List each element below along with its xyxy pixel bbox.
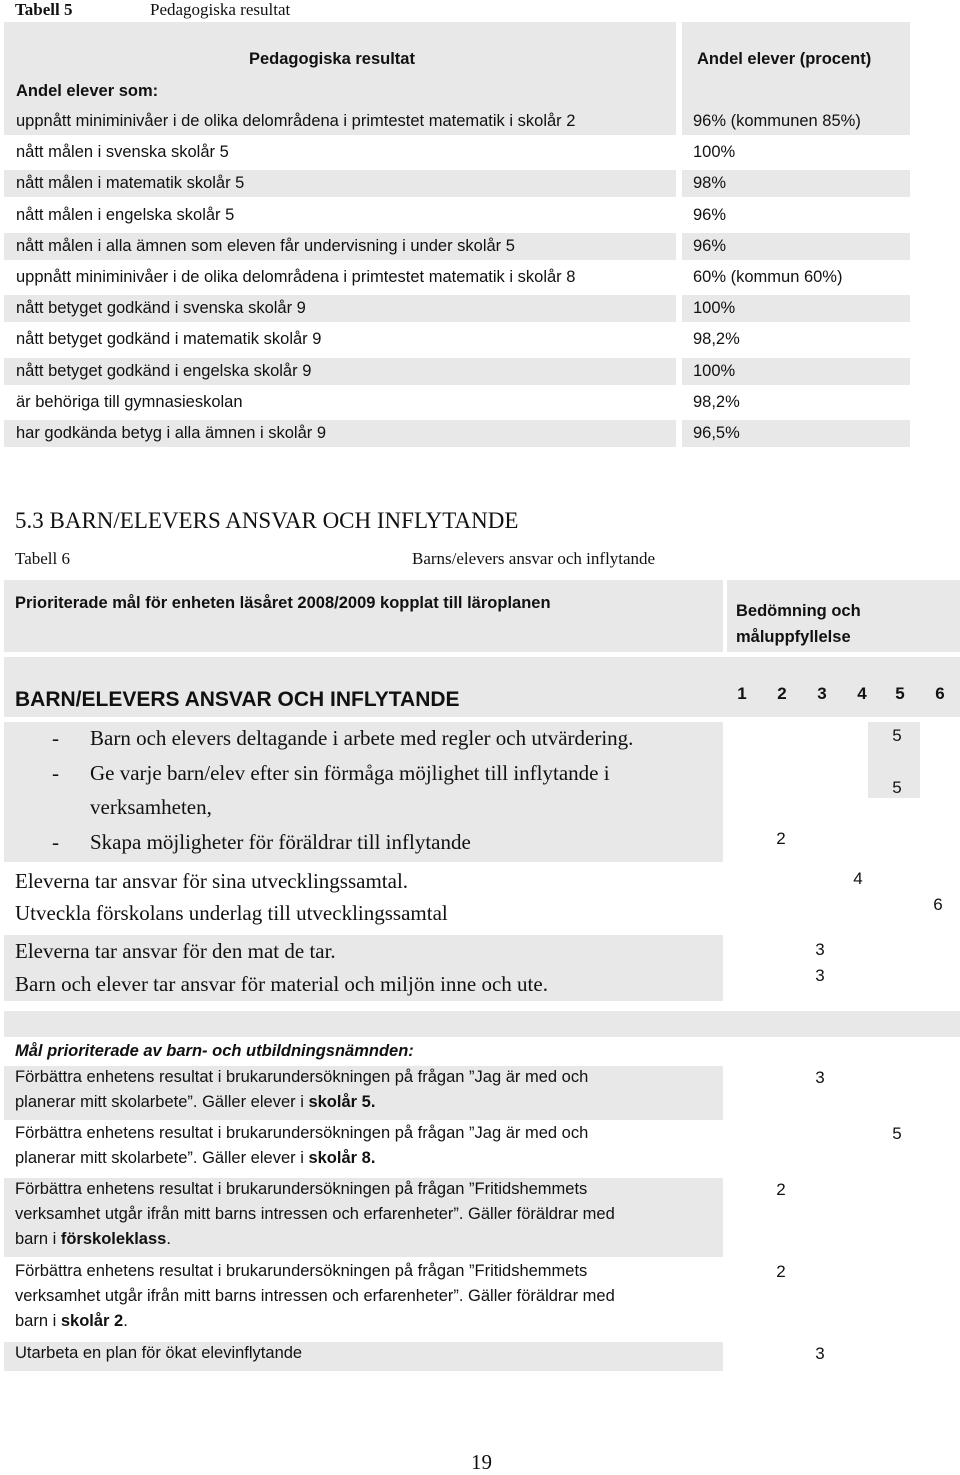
board-item-tail: . [166, 1230, 171, 1248]
table6-subheading: BARN/ELEVERS ANSVAR OCH INFLYTANDE [15, 688, 460, 711]
group3-score2: 3 [815, 966, 825, 985]
table5-row-value: 100% [693, 299, 736, 317]
table5-row-value: 96% [693, 237, 727, 255]
board-item-line [15, 1230, 171, 1249]
board-item-line [15, 1124, 588, 1143]
board-item-bold: skolår 2 [60, 1312, 124, 1330]
table5-title: Pedagogiska resultat [150, 0, 291, 19]
table5-row-value: 100% [693, 143, 736, 161]
table6-header-right-2: måluppfyllelse [736, 628, 851, 646]
page-number: 19 [471, 1450, 492, 1474]
board-item-bold: skolår 8. [308, 1149, 376, 1167]
table5-col1-header: Pedagogiska resultat [249, 50, 415, 68]
table5-col2-header: Andel elever (procent) [697, 50, 872, 68]
bullet-dash: - [52, 761, 59, 785]
board-item-line [15, 1093, 375, 1112]
table5-row-label: uppnått miniminivåer i de olika delområdena i primtestet matematik i skolår 8 [16, 268, 576, 286]
board-item-line [15, 1262, 587, 1281]
scale-1: 1 [737, 684, 747, 703]
board-item-text: Utarbeta en plan för ökat elevinflytande [15, 1344, 303, 1362]
board-item-line [15, 1312, 128, 1331]
board-item-bold: skolår 5. [308, 1093, 376, 1111]
board-item-bold: förskoleklass [60, 1230, 167, 1248]
board-item-text: verksamhet utgår ifrån mitt barns intressen och erfarenheter”. Gäller föräldrar med [15, 1205, 615, 1223]
group1-score3: 2 [776, 829, 786, 848]
group1-item2b: verksamheten, [90, 795, 212, 819]
group1-score1: 5 [892, 726, 902, 745]
table5-row-value: 98% [693, 174, 727, 192]
table5-subheader: Andel elever som: [16, 82, 159, 100]
table5-row-value: 60% (kommun 60%) [693, 268, 843, 286]
board-item-text: verksamhet utgår ifrån mitt barns intressen och erfarenheter”. Gäller föräldrar med [15, 1287, 615, 1305]
table5-row-value: 96,5% [693, 424, 740, 442]
table6-header-right-1: Bedömning och [736, 602, 861, 620]
group1-item2a: Ge varje barn/elev efter sin förmåga möjlighet till inflytande i [90, 761, 610, 785]
table5-label: Tabell 5 [15, 0, 73, 19]
scale-6: 6 [935, 684, 945, 703]
group1-item1: Barn och elevers deltagande i arbete med regler och utvärdering. [90, 726, 634, 750]
table5-row-label: nått betyget godkänd i engelska skolår 9 [16, 362, 312, 380]
bullet-dash: - [52, 830, 59, 854]
group2-item2: Utveckla förskolans underlag till utvecklingssamtal [15, 901, 448, 925]
table5 [4, 22, 910, 450]
table5-row-label: nått målen i matematik skolår 5 [16, 174, 245, 192]
table5-row-label: uppnått miniminivåer i de olika delområdena i primtestet matematik i skolår 2 [16, 112, 576, 130]
table5-row-value: 98,2% [693, 393, 740, 411]
board-item-text: Förbättra enhetens resultat i brukarundersökningen på frågan ”Jag är med och [15, 1124, 589, 1142]
board-item-text: barn i [15, 1230, 61, 1248]
table5-row-label: har godkända betyg i alla ämnen i skolår 9 [16, 424, 327, 442]
table5-row-value: 96% (kommunen 85%) [693, 112, 861, 130]
group2-score1: 4 [853, 869, 863, 888]
board-item-score: 3 [815, 1344, 825, 1363]
table6-header-left-cell [4, 580, 723, 652]
group2-score2: 6 [933, 895, 943, 914]
board-item-line [15, 1205, 615, 1224]
board-item-score: 2 [776, 1180, 786, 1199]
table5-row-label: nått betyget godkänd i matematik skolår 9 [16, 330, 322, 348]
table5-row-value: 96% [693, 206, 727, 224]
scale-2: 2 [777, 684, 787, 703]
board-item-text: barn i [15, 1312, 61, 1330]
board-heading: Mål prioriterade av barn- och utbildningsnämnden: [15, 1042, 414, 1060]
group1-item3: Skapa möjligheter för föräldrar till inflytande [90, 830, 471, 854]
table5-row-label: nått målen i alla ämnen som eleven får undervisning i under skolår 5 [16, 237, 515, 255]
board-item-line [15, 1149, 375, 1168]
section-heading: 5.3 BARN/ELEVERS ANSVAR OCH INFLYTANDE [15, 508, 519, 533]
board-item-line [15, 1068, 588, 1087]
group3-score1: 3 [815, 940, 825, 959]
table5-row-value: 100% [693, 362, 736, 380]
scale-5: 5 [895, 684, 905, 703]
table5-row-label: nått betyget godkänd i svenska skolår 9 [16, 299, 306, 317]
group2-item1: Eleverna tar ansvar för sina utvecklingssamtal. [15, 869, 409, 893]
board-item-score: 2 [776, 1262, 786, 1281]
table6-header-left: Prioriterade mål för enheten läsåret 2008/2009 kopplat till läroplanen [15, 594, 551, 612]
table5-row-label: är behöriga till gymnasieskolan [16, 393, 243, 411]
table5-row-value: 98,2% [693, 330, 740, 348]
board-item-score: 3 [815, 1068, 825, 1087]
board-item-text: planerar mitt skolarbete”. Gäller elever i [15, 1149, 309, 1167]
table6-title: Barns/elevers ansvar och inflytande [412, 549, 656, 568]
group3-item1: Eleverna tar ansvar för den mat de tar. [15, 939, 336, 963]
divider-row [4, 1011, 960, 1037]
board-item-text: Förbättra enhetens resultat i brukarundersökningen på frågan ”Fritidshemmets [15, 1262, 588, 1280]
board-item-score: 5 [892, 1124, 902, 1143]
board-item-tail: . [123, 1312, 128, 1330]
board-item-text: Förbättra enhetens resultat i brukarundersökningen på frågan ”Jag är med och [15, 1068, 589, 1086]
group3-item2: Barn och elever tar ansvar för material och miljön inne och ute. [15, 972, 548, 996]
scale-4: 4 [857, 684, 867, 703]
group1-score2: 5 [892, 778, 902, 797]
board-item-line [15, 1287, 615, 1306]
table5-row-label: nått målen i engelska skolår 5 [16, 206, 235, 224]
board-item-line [15, 1180, 587, 1199]
bullet-dash: - [52, 726, 59, 750]
board-item-line [15, 1344, 302, 1363]
table6-label: Tabell 6 [15, 549, 70, 568]
board-item-text: Förbättra enhetens resultat i brukarundersökningen på frågan ”Fritidshemmets [15, 1180, 588, 1198]
scale-3: 3 [817, 684, 827, 703]
board-item-text: planerar mitt skolarbete”. Gäller elever i [15, 1093, 309, 1111]
table5-row-label: nått målen i svenska skolår 5 [16, 143, 229, 161]
